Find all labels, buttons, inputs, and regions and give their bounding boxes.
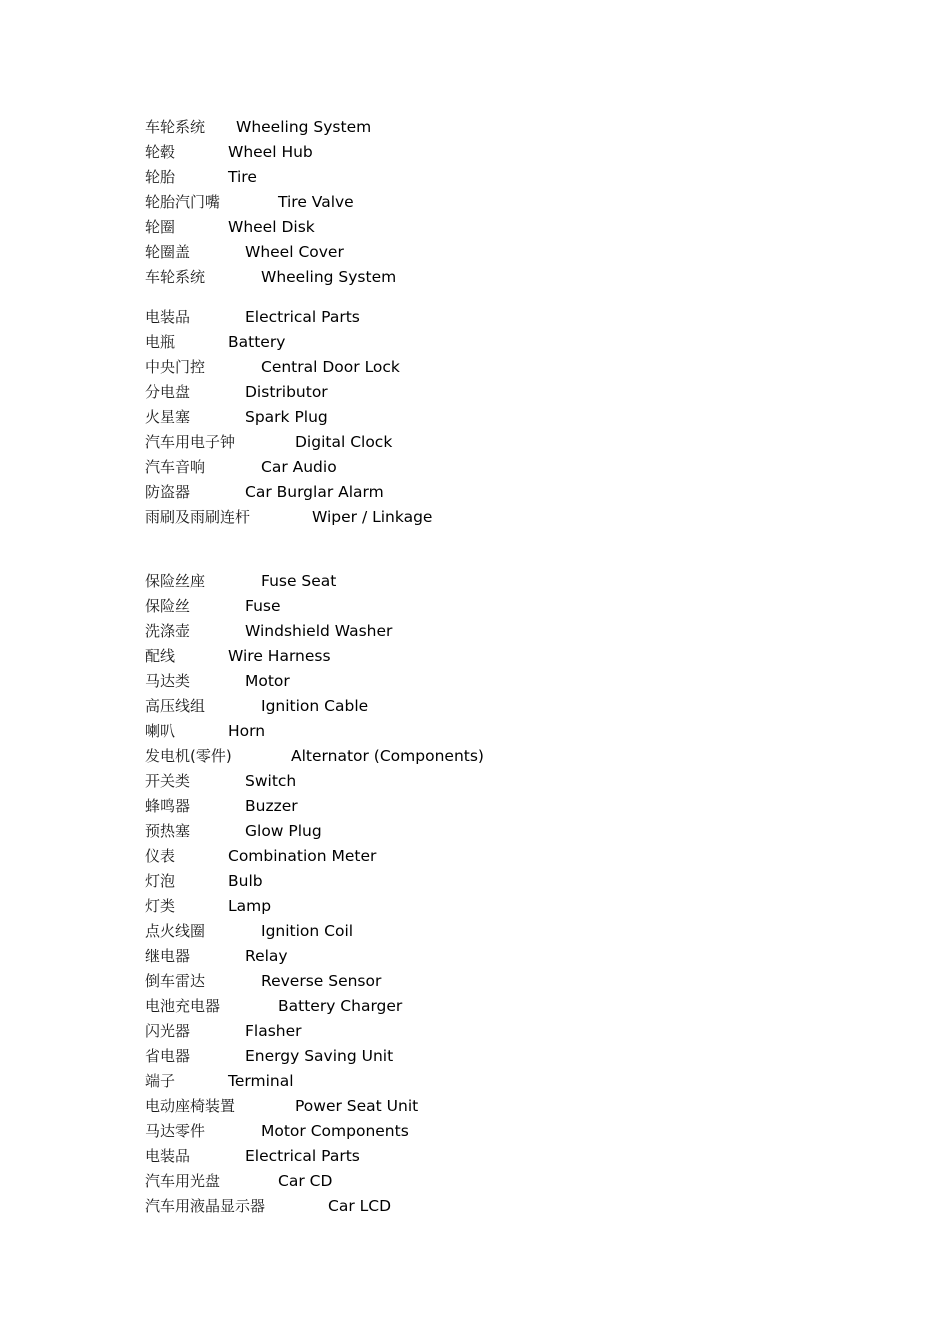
term-english: Car LCD [328,1197,392,1215]
term-row [145,355,400,380]
term-row [145,1044,394,1069]
term-chinese: 闪光器 [145,1022,191,1040]
term-english: Wiper / Linkage [312,508,433,526]
term-row [145,505,433,530]
term-english: Reverse Sensor [261,972,382,990]
term-row [145,215,315,240]
term-row [145,919,354,944]
term-row [145,894,272,919]
term-chinese: 轮毂 [145,143,176,161]
term-row [145,405,328,430]
term-english: Wheel Cover [245,243,344,261]
term-chinese: 电装品 [145,308,191,326]
term-chinese: 汽车用液晶显示器 [145,1197,266,1215]
term-row [145,569,337,594]
term-chinese: 保险丝座 [145,572,206,590]
term-english: Wheeling System [261,268,397,286]
term-chinese: 开关类 [145,772,191,790]
term-row [145,819,322,844]
term-row [145,1094,419,1119]
term-chinese: 发电机(零件) [145,747,232,765]
term-row [145,594,281,619]
term-english: Wheel Hub [228,143,313,161]
term-row [145,115,372,140]
term-row [145,455,337,480]
term-row [145,1069,294,1094]
term-chinese: 配线 [145,647,176,665]
term-row [145,869,263,894]
term-row [145,480,384,505]
term-row [145,619,393,644]
term-chinese: 车轮系统 [145,118,206,136]
term-row [145,190,354,215]
term-english: Combination Meter [228,847,377,865]
term-chinese: 电动座椅装置 [145,1097,236,1115]
term-chinese: 端子 [145,1072,176,1090]
term-chinese: 保险丝 [145,597,191,615]
term-english: Relay [245,947,288,965]
term-row [145,265,397,290]
term-chinese: 防盗器 [145,483,191,501]
term-row [145,1169,333,1194]
term-row [145,1194,392,1219]
term-row [145,944,288,969]
term-english: Car Burglar Alarm [245,483,384,501]
term-chinese: 轮圈盖 [145,243,191,261]
term-english: Digital Clock [295,433,393,451]
term-row [145,430,393,455]
term-english: Electrical Parts [245,308,360,326]
term-chinese: 汽车用电子钟 [145,433,236,451]
term-english: Spark Plug [245,408,328,426]
term-chinese: 继电器 [145,947,191,965]
term-english: Tire [228,168,257,186]
term-english: Motor Components [261,1122,409,1140]
term-chinese: 喇叭 [145,722,176,740]
term-english: Fuse Seat [261,572,337,590]
term-english: Switch [245,772,297,790]
term-chinese: 仪表 [145,847,176,865]
term-english: Ignition Cable [261,697,369,715]
term-english: Bulb [228,872,263,890]
term-chinese: 车轮系统 [145,268,206,286]
term-chinese: 分电盘 [145,383,191,401]
term-chinese: 倒车雷达 [145,972,206,990]
term-english: Battery [228,333,286,351]
term-english: Tire Valve [278,193,354,211]
term-chinese: 中央门控 [145,358,206,376]
term-row [145,644,331,669]
term-english: Car Audio [261,458,337,476]
term-english: Glow Plug [245,822,322,840]
term-row [145,769,297,794]
term-chinese: 省电器 [145,1047,191,1065]
term-chinese: 高压线组 [145,697,206,715]
term-english: Electrical Parts [245,1147,360,1165]
term-row [145,305,360,330]
term-chinese: 雨刷及雨刷连杆 [145,508,251,526]
term-row [145,744,484,769]
term-english: Fuse [245,597,281,615]
term-english: Battery Charger [278,997,403,1015]
term-english: Power Seat Unit [295,1097,419,1115]
term-chinese: 灯类 [145,897,176,915]
term-row [145,844,377,869]
term-row [145,1019,302,1044]
term-english: Alternator (Components) [291,747,484,765]
term-english: Wire Harness [228,647,331,665]
term-english: Motor [245,672,290,690]
term-row [145,330,286,355]
term-chinese: 火星塞 [145,408,191,426]
term-chinese: 轮胎 [145,168,176,186]
term-row [145,1144,360,1169]
term-english: Buzzer [245,797,298,815]
term-row [145,719,266,744]
term-row [145,794,298,819]
term-row [145,1119,409,1144]
term-english: Wheeling System [236,118,372,136]
term-chinese: 点火线圈 [145,922,206,940]
term-row [145,380,328,405]
term-english: Horn [228,722,266,740]
term-chinese: 轮圈 [145,218,176,236]
term-english: Wheel Disk [228,218,315,236]
term-chinese: 洗涤壶 [145,622,191,640]
term-english: Ignition Coil [261,922,354,940]
term-english: Car CD [278,1172,333,1190]
term-english: Distributor [245,383,328,401]
term-chinese: 马达零件 [145,1122,206,1140]
term-english: Central Door Lock [261,358,400,376]
term-row [145,140,313,165]
term-row [145,969,382,994]
term-chinese: 轮胎汽门嘴 [145,193,221,211]
term-english: Terminal [228,1072,294,1090]
term-chinese: 预热塞 [145,822,191,840]
term-row [145,669,290,694]
term-row [145,240,344,265]
term-row [145,694,369,719]
term-chinese: 电装品 [145,1147,191,1165]
term-chinese: 汽车用光盘 [145,1172,221,1190]
term-english: Windshield Washer [245,622,393,640]
term-chinese: 灯泡 [145,872,176,890]
term-chinese: 汽车音响 [145,458,206,476]
term-row [145,165,257,190]
term-english: Energy Saving Unit [245,1047,394,1065]
term-chinese: 电池充电器 [145,997,221,1015]
term-chinese: 蜂鸣器 [145,797,191,815]
term-chinese: 马达类 [145,672,191,690]
term-chinese: 电瓶 [145,333,176,351]
term-english: Lamp [228,897,272,915]
term-english: Flasher [245,1022,302,1040]
term-row [145,994,403,1019]
